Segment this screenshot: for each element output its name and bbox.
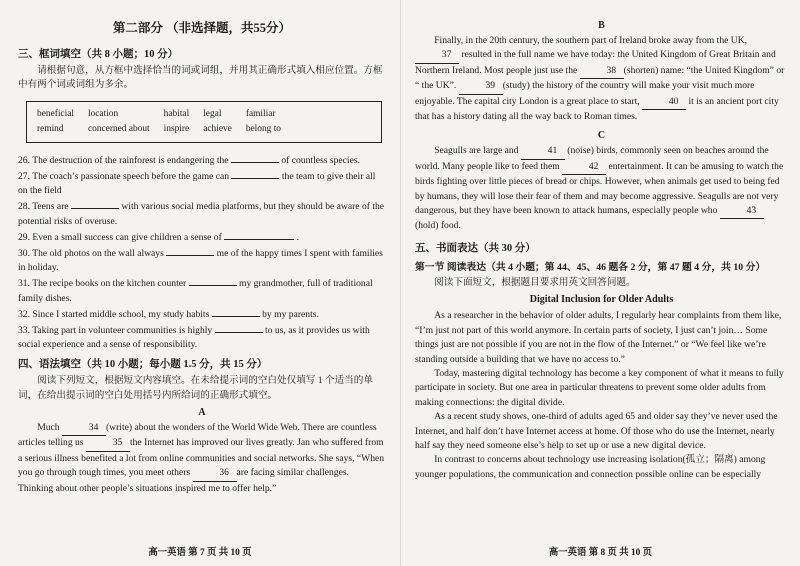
question-text: 29. Even a small success can give children a sense of [18, 231, 225, 243]
question-text: by my parents. [259, 308, 319, 320]
numbered-blank[interactable]: 42 [562, 160, 606, 175]
article-para-1: As a researcher in the behavior of older adults, I regularly hear complaints from them like, “I’m just not part of this world anymore. In certain parts of society, I just can’t join… Some things just are not possible if you are not in the flow of the Internet.” or “We feel like we’re standing outside a building that we have no access to.” [415, 310, 782, 365]
answer-blank[interactable] [231, 169, 279, 179]
question-item [18, 276, 386, 307]
section-5-heading: 五、书面表达（共 30 分） [415, 242, 536, 254]
question-item [18, 169, 386, 200]
word-option: legal [203, 108, 222, 119]
question-list [18, 153, 386, 353]
numbered-blank[interactable]: 37 [415, 48, 459, 63]
article-para-3: As a recent study shows, one-third of adults aged 65 and older say they’ve never used the Internet, and half don’t have Internet access at home. Of those who do use the Internet, nearly half say they need someone else’s help to set up or use a new digital device. [415, 411, 778, 451]
word-option: belong to [245, 123, 281, 134]
question-text: 33. Taking part in volunteer communities is highly [18, 324, 215, 336]
numbered-blank[interactable]: 38 [580, 64, 624, 79]
question-item [18, 246, 386, 277]
numbered-blank[interactable]: 43 [720, 204, 764, 219]
section-5-subheading: 第一节 阅读表达（共 4 小题；第 44、45、46 题各 2 分，第 47 题 4 分，共 10 分） [415, 261, 766, 273]
passage-text: entertainment. It can be amusing to watch the birds fighting over little pieces of bread or chips. However, when animals get used to being fed by humans, they will lose their fear of them and may become aggressive. Seagulls are not very dangerous, but they have been known to attack humans, especially people who [415, 160, 784, 217]
answer-blank[interactable] [212, 307, 260, 317]
question-text: to us, as it provides us with social experience and a sense of responsibility. [18, 324, 370, 351]
passage-text: (write) about the wonders of the World Wide Web. There are countless articles telling us [18, 421, 377, 449]
numbered-blank[interactable]: 39 [459, 79, 503, 94]
passage-text: (noise) birds, commonly seen on beaches around the world. Many people like to feed them [415, 145, 769, 172]
word-option: remind [37, 123, 64, 134]
passage-b [415, 34, 788, 124]
question-text: 30. The old photos on the wall always [18, 247, 167, 259]
question-item [18, 323, 386, 354]
question-text: 31. The recipe books on the kitchen counter [18, 278, 189, 290]
passage-text: Finally, in the 20th century, the southern part of Ireland broke away from the UK, [434, 35, 748, 46]
passage-text: (study) the history of the country will make your visit much more enjoyable. The capital city London is a great place to start, [415, 80, 755, 107]
numbered-blank[interactable]: 36 [193, 466, 237, 481]
passage-text: are facing similar challenges. Thinking about other people’s situations inspired me to offer help.” [18, 467, 349, 494]
passage-a-label: A [198, 406, 206, 418]
passage-text: resulted in the full name we have today: the United Kingdom of Great Britain and Northern Ireland. Most people just use the [415, 49, 776, 76]
numbered-blank[interactable]: 35 [86, 436, 130, 451]
passage-c [415, 144, 788, 233]
answer-blank[interactable] [215, 323, 263, 333]
part-title: 第二部分 （非选择题，共55分） [112, 21, 292, 35]
question-item [18, 199, 386, 230]
question-text: 32. Since I started middle school, my study habits [18, 308, 212, 320]
question-item [18, 307, 386, 323]
passage-text: it is an ancient port city that has a history dating all the way back to Roman times. [415, 95, 779, 123]
passage-a [18, 421, 386, 496]
question-text: my grandmother, full of traditional family dishes. [18, 278, 373, 304]
question-text: 26. The destruction of the rainforest is endangering the [18, 154, 231, 166]
section-3-heading: 三、框词填空（共 8 小题；10 分） [18, 49, 179, 60]
word-option: habital [163, 108, 190, 119]
passage-text: Much [37, 421, 62, 433]
answer-blank[interactable] [189, 276, 237, 286]
question-text: 27. The coach’s passionate speech before the game can [18, 170, 232, 182]
section-5-instructions: 阅读下面短文，根据题目要求用英文回答问题。 [434, 276, 636, 288]
answer-blank[interactable] [166, 246, 214, 256]
word-option: beneficial [37, 108, 74, 119]
passage-text: Seagulls are large and [434, 145, 521, 157]
word-box [26, 101, 382, 143]
question-item [18, 153, 386, 169]
article-para-4: In contrast to concerns about technology use increasing isolation(孤立；隔离) among younger populations, the communication and connection possible online can be especially [415, 454, 766, 480]
question-text: with various social media platforms, but they should be aware of the potential risks of overuse. [18, 201, 385, 227]
passage-text: the Internet has improved our lives greatly. Jan who suffered from a serious illness benefited a lot from online communities and social networks. She says, “When you go through tough times, you meet others [18, 437, 385, 479]
page-footer-left: 高一英语 第 7 页 共 10 页 [148, 548, 252, 558]
passage-b-label: B [598, 20, 605, 31]
section-4-instructions: 阅读下列短文，根据短文内容填空。在未给提示词的空白处仅填写 1 个适当的单词，在给出提示词的空白处用括号内所给词的正确形式填空。 [18, 375, 373, 401]
answer-blank[interactable] [71, 199, 119, 209]
numbered-blank[interactable]: 41 [521, 144, 565, 159]
word-option: concerned about [87, 123, 150, 134]
answer-blank[interactable] [224, 230, 294, 240]
question-item [18, 230, 386, 246]
word-option: location [87, 108, 119, 119]
passage-text: (hold) food. [415, 220, 461, 232]
question-text: of countless species. [278, 154, 360, 166]
passage-text: (shorten) name: “the United Kingdom” or “ the UK”. [415, 64, 785, 92]
question-text: me of the happy times I spent with families in holiday. [18, 247, 383, 274]
numbered-blank[interactable]: 34 [62, 421, 106, 436]
right-page [400, 0, 800, 566]
word-option: achieve [203, 123, 232, 134]
article-para-2: Today, mastering digital technology has become a key component of what it means to fully participate in society. But one area in particular threatens to prevent some older adults from making connections: the digital divide. [415, 367, 784, 408]
section-4-heading: 四、语法填空（共 10 小题；每小题 1.5 分，共 15 分） [18, 359, 268, 371]
question-text: 28. Teens are [18, 201, 71, 213]
question-text: the team to give their all on the field [18, 170, 376, 197]
word-option: familiar [245, 108, 276, 119]
answer-blank[interactable] [231, 153, 279, 163]
section-3-instructions: 请根据句意，从方框中选择恰当的词或词组，并用其正确形式填入相应位置。方框中有两个词或词组为多余。 [18, 65, 383, 91]
article-title: Digital Inclusion for Older Adults [529, 294, 674, 306]
passage-c-label: C [597, 130, 606, 142]
word-option: inspire [163, 123, 190, 134]
question-text: . [294, 231, 299, 243]
page-footer-right: 高一英语 第 8 页 共 10 页 [548, 548, 653, 558]
numbered-blank[interactable]: 40 [642, 95, 686, 110]
